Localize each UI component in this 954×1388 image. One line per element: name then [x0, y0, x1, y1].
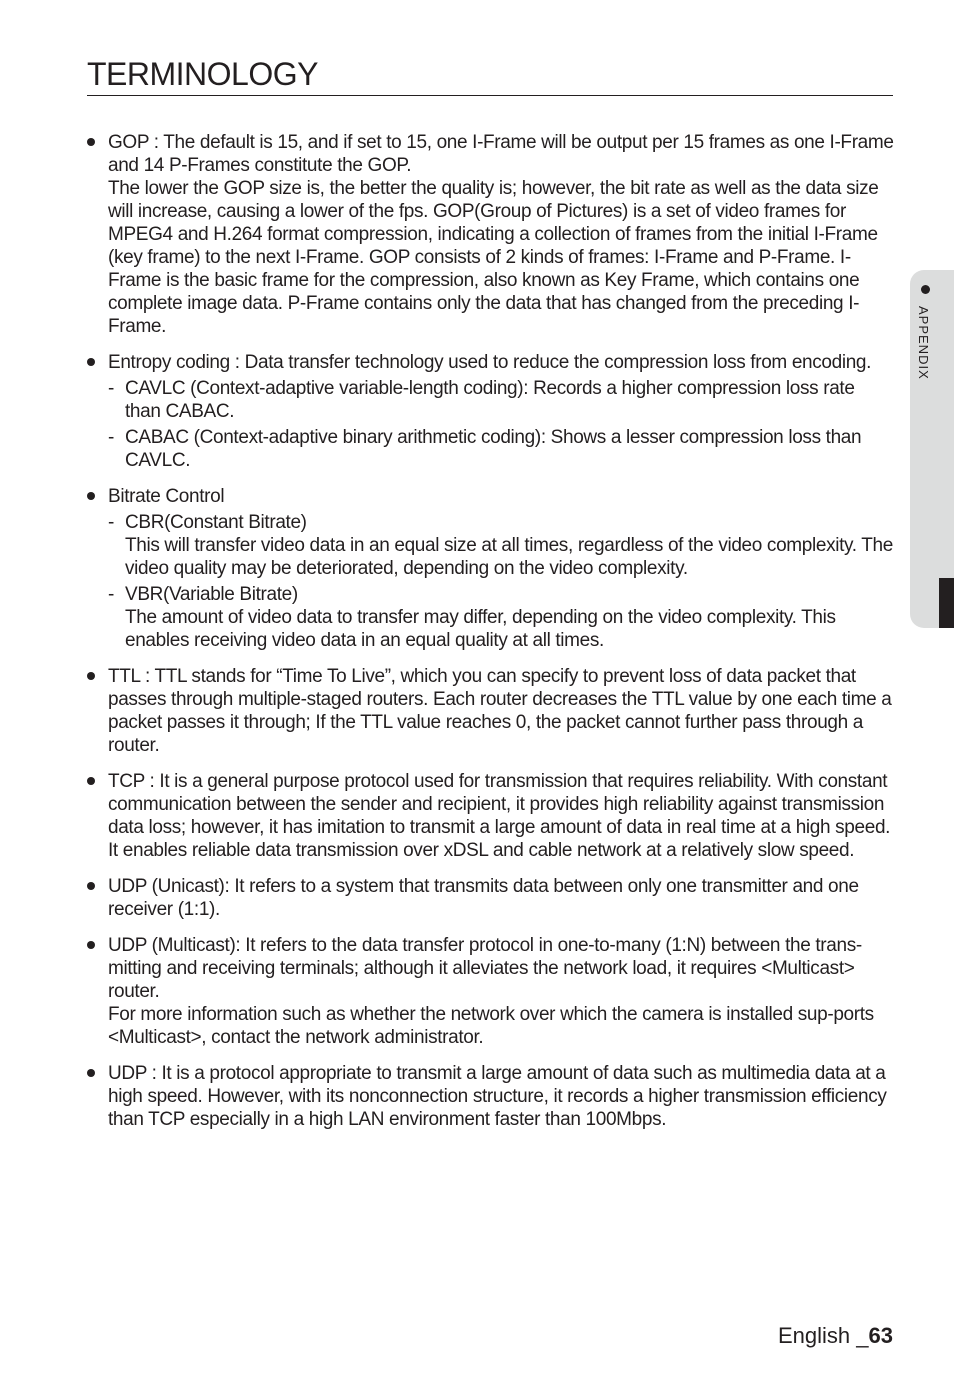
item-paragraph: UDP (Multicast): It refers to the data transfer protocol in one-to-many (1:N) between the trans-mitting and receiving terminals; although it alleviates the network load, it requires <Multicast> router. — [108, 935, 862, 1002]
item-paragraph: It enables reliable data transmission over xDSL and cable network at a relatively slow speed. — [108, 840, 855, 861]
item-paragraph: UDP : It is a protocol appropriate to transmit a large amount of data such as multimedia data at a high speed. However, with its nonconnection structure, it records a higher transmission efficiency than TCP especially in a high LAN environment faster than 100Mbps. — [108, 1063, 887, 1130]
list-item — [87, 875, 895, 921]
terminology-list — [87, 131, 895, 1144]
list-item — [87, 1062, 895, 1131]
item-paragraph: For more information such as whether the network over which the camera is installed sup-ports <Multicast>, contact the network administrator. — [108, 1004, 874, 1048]
item-paragraph: Entropy coding : Data transfer technology used to reduce the compression loss from encoding. — [108, 352, 872, 373]
bullet-icon — [87, 882, 95, 890]
sub-item — [108, 377, 895, 423]
bullet-icon — [87, 358, 95, 366]
sub-item-heading: CABAC (Context-adaptive binary arithmetic coding): Shows a lesser compression loss than CAVLC. — [125, 427, 862, 471]
page-number: 63 — [868, 1323, 893, 1348]
item-paragraph: The lower the GOP size is, the better the quality is; however, the bit rate as well as the data size will increase, causing a lower of the fps. GOP(Group of Pictures) is a set of video frames for MPEG4 and H.264 format compression, indicating a collection of frames from the initial I-Frame (key frame) to the next I-Frame. GOP consists of 2 kinds of frames: I-Frame and P-Frame. I-Frame is the basic frame for the compression, also known as Key Frame, which contains one complete image data. P-Frame contains only the data that has changed from the preceding I-Frame. — [108, 178, 879, 337]
item-paragraph: GOP : The default is 15, and if set to 15, one I-Frame will be output per 15 frames as one I-Frame and 14 P-Frames constitute the GOP. — [108, 132, 894, 176]
page-title: TERMINOLOGY — [87, 56, 318, 92]
item-paragraph: Bitrate Control — [108, 486, 225, 507]
sub-item — [108, 511, 895, 580]
list-item — [87, 485, 895, 652]
list-item — [87, 665, 895, 757]
sub-item-heading: CAVLC (Context-adaptive variable-length coding): Records a higher compression loss rate than CABAC. — [125, 378, 855, 422]
list-item — [87, 131, 895, 338]
bullet-icon — [87, 672, 95, 680]
bullet-icon — [87, 777, 95, 785]
item-paragraph: UDP (Unicast): It refers to a system that transmits data between only one transmitter and one receiver (1:1). — [108, 876, 859, 920]
sub-item-body: This will transfer video data in an equal size at all times, regardless of the video complexity. The video quality may be deteriorated, depending on the video complexity. — [125, 535, 893, 579]
bullet-icon — [87, 941, 95, 949]
list-item — [87, 934, 895, 1049]
dash-icon: - — [108, 584, 114, 605]
page-footer — [778, 1323, 893, 1349]
bullet-icon — [87, 492, 95, 500]
footer-language: English _ — [778, 1323, 869, 1348]
sub-item-heading: CBR(Constant Bitrate) — [125, 512, 307, 533]
bullet-icon — [921, 285, 930, 294]
item-paragraph: TCP : It is a general purpose protocol used for transmission that requires reliability. With constant communication between the sender and recipient, it provides high reliability against transmission data loss; however, it has imitation to transmit a large amount of data in real time at a high speed. — [108, 771, 891, 838]
dash-icon: - — [108, 378, 114, 399]
dash-icon: - — [108, 512, 114, 533]
bullet-icon — [87, 1069, 95, 1077]
sub-item — [108, 583, 895, 652]
title-divider — [87, 95, 893, 96]
list-item — [87, 770, 895, 862]
side-tab-label: APPENDIX — [916, 306, 931, 380]
appendix-side-tab — [910, 270, 954, 628]
dash-icon: - — [108, 427, 114, 448]
sub-item — [108, 426, 895, 472]
item-paragraph: TTL : TTL stands for “Time To Live”, which you can specify to prevent loss of data packet that passes through multiple-staged routers. Each router decreases the TTL value by one each time a packet passes it through; If the TTL value reaches 0, the packet cannot further pass through a router. — [108, 666, 892, 756]
sub-item-heading: VBR(Variable Bitrate) — [125, 584, 298, 605]
sub-item-body: The amount of video data to transfer may differ, depending on the video complexity. This enables receiving video data in an equal quality at all times. — [125, 607, 836, 651]
bullet-icon — [87, 138, 95, 146]
list-item — [87, 351, 895, 472]
section-marker — [939, 578, 954, 628]
